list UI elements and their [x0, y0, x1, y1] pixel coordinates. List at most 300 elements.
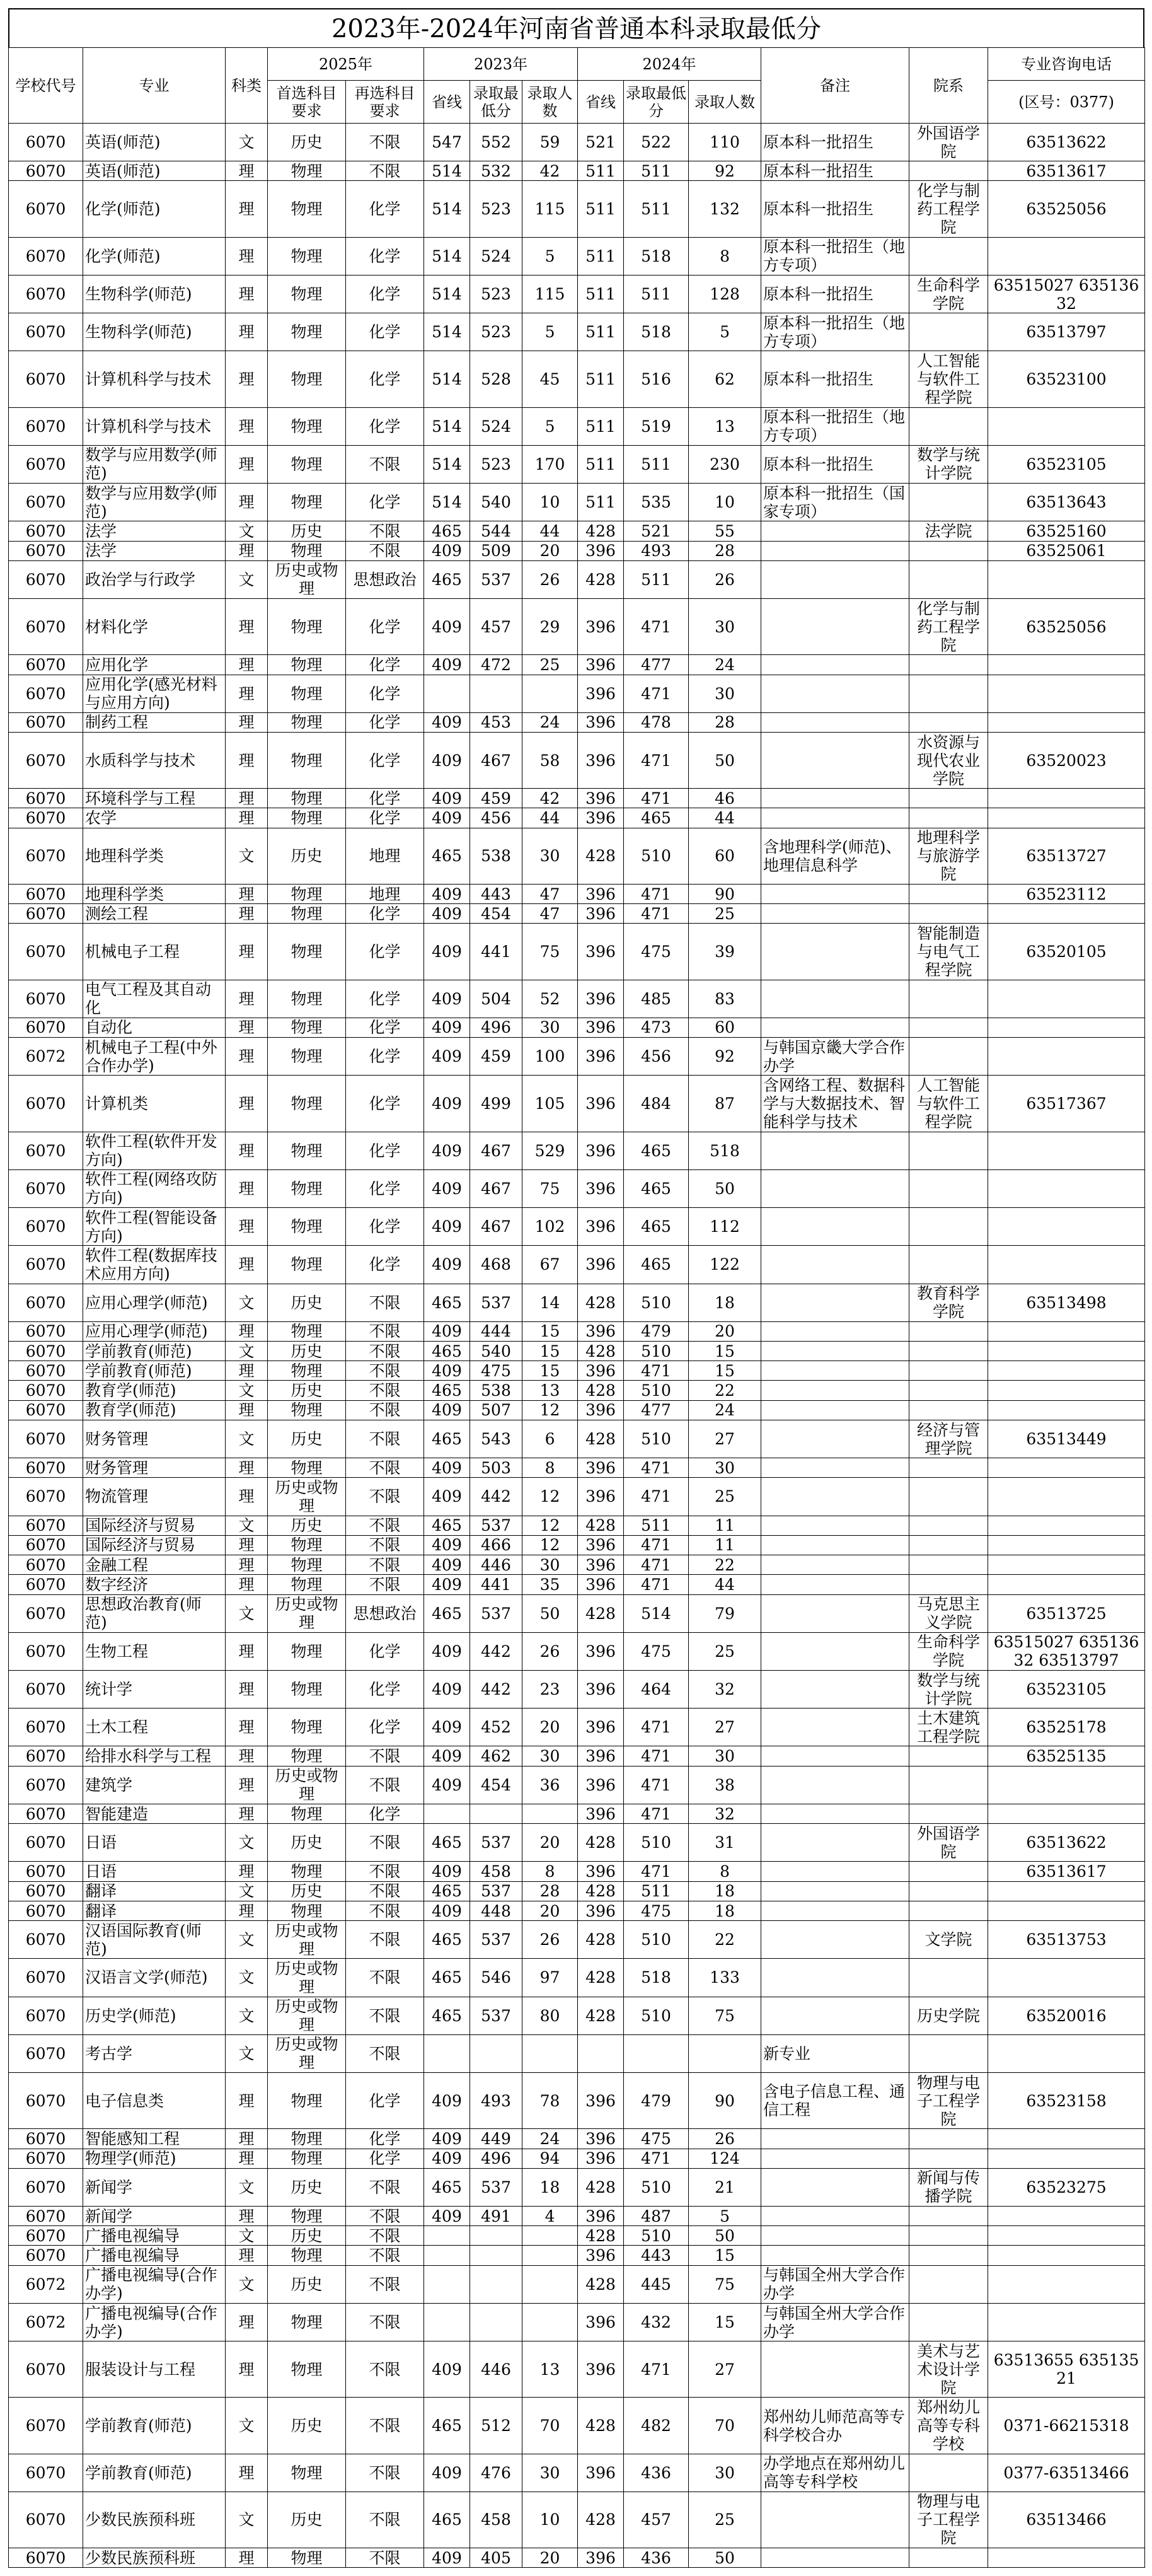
cell-count-2023: [522, 2034, 578, 2072]
cell-prov-line-2023: 514: [424, 161, 470, 181]
cell-min-score-2024: 522: [624, 124, 689, 161]
table-row: [9, 313, 1145, 351]
cell-major: 智能感知工程: [83, 2129, 226, 2149]
cell-college: [909, 980, 988, 1018]
cell-school-code: 6070: [9, 1076, 83, 1132]
table-row: [9, 732, 1145, 788]
cell-major: 金融工程: [83, 1555, 226, 1575]
cell-first-subject: 物理: [268, 2207, 346, 2226]
cell-college: [909, 884, 988, 903]
cell-count-2024: 24: [689, 1400, 761, 1420]
cell-phone: 63513655 63513521: [988, 2341, 1145, 2398]
table-row: [9, 1361, 1145, 1381]
cell-count-2024: 132: [689, 181, 761, 237]
cell-second-subject: 化学: [346, 2073, 424, 2129]
cell-category: 文: [226, 2398, 268, 2454]
cell-count-2023: 100: [522, 1038, 578, 1076]
cell-prov-line-2024: 511: [578, 275, 624, 313]
cell-school-code: 6070: [9, 560, 83, 598]
table-row: [9, 560, 1145, 598]
cell-count-2024: 79: [689, 1594, 761, 1632]
cell-first-subject: 物理: [268, 1400, 346, 1420]
cell-first-subject: 物理: [268, 2303, 346, 2341]
cell-first-subject: 物理: [268, 1746, 346, 1766]
cell-phone: [988, 2207, 1145, 2226]
cell-major: 少数民族预科班: [83, 2548, 226, 2568]
header-2025: 2025年: [268, 48, 424, 81]
cell-prov-line-2023: 409: [424, 2073, 470, 2129]
table-row: [9, 1535, 1145, 1555]
cell-phone: 63513797: [988, 313, 1145, 351]
cell-school-code: 6070: [9, 1018, 83, 1037]
cell-school-code: 6070: [9, 1361, 83, 1381]
cell-prov-line-2024: 396: [578, 1766, 624, 1804]
cell-min-score-2024: 511: [624, 275, 689, 313]
cell-count-2024: 92: [689, 161, 761, 181]
table-row: [9, 675, 1145, 712]
cell-min-score-2023: 458: [470, 1862, 522, 1881]
cell-min-score-2023: 493: [470, 2073, 522, 2129]
cell-prov-line-2024: 396: [578, 541, 624, 560]
cell-category: 理: [226, 2149, 268, 2168]
cell-phone: [988, 407, 1145, 445]
cell-second-subject: 不限: [346, 2207, 424, 2226]
cell-prov-line-2023: 409: [424, 1361, 470, 1381]
cell-major: 考古学: [83, 2034, 226, 2072]
cell-min-score-2024: 465: [624, 808, 689, 828]
cell-prov-line-2023: 465: [424, 1959, 470, 1997]
cell-category: 理: [226, 237, 268, 275]
cell-major: 软件工程(网络攻防方向): [83, 1169, 226, 1207]
cell-count-2023: 13: [522, 1381, 578, 1400]
cell-min-score-2023: 459: [470, 1038, 522, 1076]
cell-first-subject: 物理: [268, 2341, 346, 2398]
cell-first-subject: 历史: [268, 2398, 346, 2454]
cell-min-score-2024: 479: [624, 1321, 689, 1341]
cell-school-code: 6070: [9, 445, 83, 483]
cell-prov-line-2024: 396: [578, 2548, 624, 2568]
cell-category: 理: [226, 1400, 268, 1420]
cell-first-subject: 物理: [268, 1458, 346, 1478]
cell-note: [761, 808, 909, 828]
cell-min-score-2023: 507: [470, 1400, 522, 1420]
cell-min-score-2023: 523: [470, 313, 522, 351]
cell-count-2024: 20: [689, 1321, 761, 1341]
cell-prov-line-2024: 396: [578, 1038, 624, 1076]
cell-category: 理: [226, 732, 268, 788]
cell-prov-line-2024: 396: [578, 2149, 624, 2168]
table-body: [9, 124, 1145, 2568]
cell-major: 电子信息类: [83, 2073, 226, 2129]
cell-major: 少数民族预科班: [83, 2492, 226, 2548]
cell-college: [909, 1321, 988, 1341]
cell-school-code: 6070: [9, 1709, 83, 1746]
cell-prov-line-2023: 409: [424, 1671, 470, 1709]
cell-min-score-2023: 537: [470, 1824, 522, 1862]
cell-major: 日语: [83, 1862, 226, 1881]
cell-category: 理: [226, 2303, 268, 2341]
cell-min-score-2024: 471: [624, 904, 689, 924]
header-phone-title: 专业咨询电话: [988, 48, 1145, 81]
cell-major: 计算机科学与技术: [83, 351, 226, 407]
cell-prov-line-2024: 396: [578, 1709, 624, 1746]
cell-major: 数学与应用数学(师范): [83, 445, 226, 483]
cell-phone: 63513449: [988, 1420, 1145, 1458]
cell-category: 理: [226, 1361, 268, 1381]
cell-phone: [988, 1341, 1145, 1361]
table-row: [9, 1458, 1145, 1478]
header-note: 备注: [761, 48, 909, 124]
header-phone-area: (区号：0377): [988, 81, 1145, 124]
cell-note: [761, 1632, 909, 1670]
cell-phone: 63525056: [988, 181, 1145, 237]
cell-min-score-2024: 464: [624, 1671, 689, 1709]
cell-count-2023: 20: [522, 1901, 578, 1920]
cell-first-subject: 物理: [268, 541, 346, 560]
cell-note: [761, 1284, 909, 1321]
cell-category: 文: [226, 1997, 268, 2034]
cell-prov-line-2023: [424, 2265, 470, 2303]
cell-count-2024: 18: [689, 1881, 761, 1901]
cell-major: 电气工程及其自动化: [83, 980, 226, 1018]
cell-major: 物理学(师范): [83, 2149, 226, 2168]
cell-phone: [988, 980, 1145, 1018]
cell-college: [909, 1804, 988, 1823]
cell-college: 外国语学院: [909, 1824, 988, 1862]
cell-second-subject: 不限: [346, 1921, 424, 1959]
cell-major: 农学: [83, 808, 226, 828]
cell-major: 广播电视编导(合作办学): [83, 2303, 226, 2341]
cell-major: 思想政治教育(师范): [83, 1594, 226, 1632]
cell-second-subject: 不限: [346, 2246, 424, 2265]
cell-min-score-2023: 452: [470, 1709, 522, 1746]
cell-note: [761, 712, 909, 732]
table-row: [9, 1766, 1145, 1804]
table-row: [9, 2149, 1145, 2168]
table-row: [9, 828, 1145, 884]
table-row: [9, 275, 1145, 313]
cell-note: [761, 2548, 909, 2568]
cell-note: 原本科一批招生（地方专项）: [761, 313, 909, 351]
cell-min-score-2023: 496: [470, 2149, 522, 2168]
cell-count-2023: 75: [522, 924, 578, 980]
cell-prov-line-2024: 511: [578, 484, 624, 521]
cell-first-subject: 物理: [268, 351, 346, 407]
cell-min-score-2023: 537: [470, 1881, 522, 1901]
cell-school-code: 6070: [9, 521, 83, 541]
cell-prov-line-2024: 396: [578, 1076, 624, 1132]
cell-category: 理: [226, 1132, 268, 1169]
cell-school-code: 6070: [9, 181, 83, 237]
cell-phone: 63513617: [988, 1862, 1145, 1881]
cell-min-score-2024: 436: [624, 2548, 689, 2568]
table-row: [9, 1824, 1145, 1862]
cell-min-score-2024: 510: [624, 1997, 689, 2034]
cell-category: 理: [226, 789, 268, 808]
cell-prov-line-2024: 396: [578, 1132, 624, 1169]
cell-min-score-2024: 475: [624, 1901, 689, 1920]
cell-college: [909, 1246, 988, 1284]
cell-major: 财务管理: [83, 1458, 226, 1478]
cell-school-code: 6072: [9, 2265, 83, 2303]
table-row: [9, 1555, 1145, 1575]
cell-count-2023: [522, 2246, 578, 2265]
cell-major: 化学(师范): [83, 237, 226, 275]
cell-count-2023: 44: [522, 808, 578, 828]
cell-prov-line-2023: 409: [424, 808, 470, 828]
cell-second-subject: 化学: [346, 313, 424, 351]
cell-major: 广播电视编导(合作办学): [83, 2265, 226, 2303]
cell-count-2024: 30: [689, 599, 761, 655]
cell-category: 文: [226, 1594, 268, 1632]
cell-school-code: 6070: [9, 2246, 83, 2265]
cell-prov-line-2024: 428: [578, 1381, 624, 1400]
cell-min-score-2023: 442: [470, 1478, 522, 1516]
cell-note: [761, 675, 909, 712]
cell-major: 材料化学: [83, 599, 226, 655]
cell-min-score-2023: 467: [470, 1208, 522, 1246]
cell-category: 文: [226, 521, 268, 541]
cell-min-score-2023: 537: [470, 560, 522, 598]
cell-count-2024: 10: [689, 484, 761, 521]
cell-count-2023: 20: [522, 1824, 578, 1862]
cell-college: [909, 2454, 988, 2492]
cell-second-subject: 不限: [346, 1901, 424, 1920]
cell-note: [761, 560, 909, 598]
cell-first-subject: 历史或物理: [268, 1997, 346, 2034]
cell-note: [761, 1766, 909, 1804]
cell-prov-line-2023: 409: [424, 1535, 470, 1555]
cell-first-subject: 物理: [268, 980, 346, 1018]
table-row: [9, 884, 1145, 903]
table-row: [9, 161, 1145, 181]
cell-min-score-2024: 457: [624, 2492, 689, 2548]
cell-category: 理: [226, 181, 268, 237]
cell-phone: [988, 712, 1145, 732]
cell-prov-line-2024: 428: [578, 2398, 624, 2454]
cell-count-2024: 87: [689, 1076, 761, 1132]
cell-min-score-2024: 471: [624, 1766, 689, 1804]
cell-prov-line-2023: 465: [424, 2398, 470, 2454]
table-row: [9, 1632, 1145, 1670]
cell-school-code: 6070: [9, 2207, 83, 2226]
table-row: [9, 2226, 1145, 2246]
cell-min-score-2024: 485: [624, 980, 689, 1018]
cell-min-score-2024: 511: [624, 560, 689, 598]
table-row: [9, 1516, 1145, 1535]
cell-first-subject: 物理: [268, 1169, 346, 1207]
cell-prov-line-2023: 465: [424, 1284, 470, 1321]
cell-college: [909, 808, 988, 828]
cell-note: 郑州幼儿师范高等专科学校合办: [761, 2398, 909, 2454]
cell-prov-line-2024: 396: [578, 1400, 624, 1420]
cell-first-subject: 物理: [268, 808, 346, 828]
cell-count-2024: 38: [689, 1766, 761, 1804]
cell-second-subject: 化学: [346, 808, 424, 828]
cell-min-score-2023: 472: [470, 655, 522, 675]
cell-count-2024: 128: [689, 275, 761, 313]
cell-note: [761, 1381, 909, 1400]
cell-prov-line-2023: 409: [424, 904, 470, 924]
cell-note: 与韩国京畿大学合作办学: [761, 1038, 909, 1076]
cell-note: 原本科一批招生: [761, 124, 909, 161]
cell-prov-line-2024: 511: [578, 407, 624, 445]
cell-prov-line-2023: [424, 2034, 470, 2072]
cell-min-score-2024: 456: [624, 1038, 689, 1076]
cell-category: 理: [226, 1746, 268, 1766]
cell-min-score-2024: 471: [624, 1361, 689, 1381]
cell-second-subject: 化学: [346, 924, 424, 980]
cell-min-score-2023: 467: [470, 1169, 522, 1207]
cell-second-subject: 不限: [346, 1555, 424, 1575]
cell-college: [909, 655, 988, 675]
cell-count-2024: 13: [689, 407, 761, 445]
cell-second-subject: 化学: [346, 1169, 424, 1207]
table-row: [9, 181, 1145, 237]
table-row: [9, 2548, 1145, 2568]
cell-school-code: 6070: [9, 828, 83, 884]
cell-major: 应用化学: [83, 655, 226, 675]
cell-prov-line-2024: 396: [578, 1246, 624, 1284]
cell-college: [909, 1361, 988, 1381]
cell-first-subject: 物理: [268, 275, 346, 313]
cell-category: 理: [226, 924, 268, 980]
cell-phone: [988, 1555, 1145, 1575]
cell-phone: 63523112: [988, 884, 1145, 903]
cell-prov-line-2023: 409: [424, 1575, 470, 1594]
cell-note: [761, 1862, 909, 1881]
cell-category: 理: [226, 1901, 268, 1920]
table-row: [9, 2034, 1145, 2072]
cell-note: [761, 1361, 909, 1381]
cell-count-2024: 27: [689, 1709, 761, 1746]
cell-min-score-2023: 537: [470, 1516, 522, 1535]
cell-first-subject: 物理: [268, 484, 346, 521]
cell-min-score-2023: 449: [470, 2129, 522, 2149]
cell-note: [761, 541, 909, 560]
cell-first-subject: 历史: [268, 521, 346, 541]
cell-category: 理: [226, 1321, 268, 1341]
cell-second-subject: 不限: [346, 2265, 424, 2303]
cell-count-2023: 52: [522, 980, 578, 1018]
cell-second-subject: 思想政治: [346, 1594, 424, 1632]
cell-count-2024: 133: [689, 1959, 761, 1997]
cell-note: [761, 1594, 909, 1632]
cell-note: [761, 1516, 909, 1535]
cell-prov-line-2023: 409: [424, 1246, 470, 1284]
cell-count-2023: [522, 2226, 578, 2246]
cell-note: 含网络工程、数据科学与大数据技术、智能科学与技术: [761, 1076, 909, 1132]
cell-prov-line-2023: 514: [424, 445, 470, 483]
cell-count-2024: 70: [689, 2398, 761, 2454]
cell-second-subject: 不限: [346, 1766, 424, 1804]
cell-prov-line-2024: 396: [578, 2129, 624, 2149]
table-row: [9, 351, 1145, 407]
cell-min-score-2023: 523: [470, 445, 522, 483]
cell-phone: [988, 675, 1145, 712]
cell-category: 理: [226, 1575, 268, 1594]
cell-count-2023: 97: [522, 1959, 578, 1997]
header-2023-prov-line: 省线: [424, 81, 470, 124]
cell-major: 英语(师范): [83, 124, 226, 161]
cell-second-subject: 化学: [346, 2129, 424, 2149]
cell-count-2023: 115: [522, 275, 578, 313]
cell-college: [909, 1341, 988, 1361]
cell-category: 文: [226, 1516, 268, 1535]
cell-phone: 63523105: [988, 445, 1145, 483]
table-row: [9, 2492, 1145, 2548]
cell-min-score-2024: 477: [624, 655, 689, 675]
cell-count-2023: 26: [522, 560, 578, 598]
cell-first-subject: 物理: [268, 1901, 346, 1920]
table-row: [9, 1132, 1145, 1169]
cell-phone: 63525061: [988, 541, 1145, 560]
cell-second-subject: 不限: [346, 1321, 424, 1341]
cell-prov-line-2023: 465: [424, 1824, 470, 1862]
cell-phone: [988, 2265, 1145, 2303]
cell-count-2024: 27: [689, 2341, 761, 2398]
cell-second-subject: 化学: [346, 599, 424, 655]
cell-count-2024: 112: [689, 1208, 761, 1246]
cell-prov-line-2024: 396: [578, 980, 624, 1018]
cell-count-2023: 23: [522, 1671, 578, 1709]
header-first-subject: 首选科目要求: [268, 81, 346, 124]
cell-min-score-2023: 512: [470, 2398, 522, 2454]
cell-min-score-2024: 471: [624, 1862, 689, 1881]
cell-college: 新闻与传播学院: [909, 2168, 988, 2206]
cell-prov-line-2023: 409: [424, 1321, 470, 1341]
cell-first-subject: 物理: [268, 313, 346, 351]
cell-min-score-2024: 535: [624, 484, 689, 521]
cell-college: 人工智能与软件工程学院: [909, 1076, 988, 1132]
table-row: [9, 407, 1145, 445]
cell-prov-line-2024: 428: [578, 2492, 624, 2548]
cell-count-2023: 6: [522, 1420, 578, 1458]
cell-min-score-2023: 453: [470, 712, 522, 732]
cell-school-code: 6072: [9, 2303, 83, 2341]
cell-school-code: 6070: [9, 1284, 83, 1321]
cell-min-score-2023: 524: [470, 237, 522, 275]
cell-prov-line-2023: 409: [424, 1076, 470, 1132]
cell-second-subject: 化学: [346, 732, 424, 788]
cell-prov-line-2023: 514: [424, 407, 470, 445]
cell-count-2023: 18: [522, 2168, 578, 2206]
cell-phone: [988, 2246, 1145, 2265]
cell-phone: [988, 1361, 1145, 1381]
cell-count-2023: 42: [522, 161, 578, 181]
cell-phone: 63525135: [988, 1746, 1145, 1766]
cell-first-subject: 历史: [268, 1381, 346, 1400]
cell-major: 软件工程(软件开发方向): [83, 1132, 226, 1169]
cell-count-2024: 11: [689, 1535, 761, 1555]
cell-min-score-2023: 476: [470, 2454, 522, 2492]
cell-second-subject: 化学: [346, 655, 424, 675]
cell-second-subject: 化学: [346, 181, 424, 237]
cell-college: 外国语学院: [909, 124, 988, 161]
header-2024-prov-line: 省线: [578, 81, 624, 124]
cell-second-subject: 化学: [346, 1632, 424, 1670]
cell-prov-line-2023: 409: [424, 655, 470, 675]
cell-count-2023: 8: [522, 1862, 578, 1881]
cell-first-subject: 历史: [268, 124, 346, 161]
cell-first-subject: 历史或物理: [268, 560, 346, 598]
table-row: [9, 1381, 1145, 1400]
table-row: [9, 1709, 1145, 1746]
header-2024: 2024年: [578, 48, 761, 81]
cell-prov-line-2023: 409: [424, 712, 470, 732]
cell-min-score-2023: 405: [470, 2548, 522, 2568]
cell-prov-line-2024: 428: [578, 1341, 624, 1361]
